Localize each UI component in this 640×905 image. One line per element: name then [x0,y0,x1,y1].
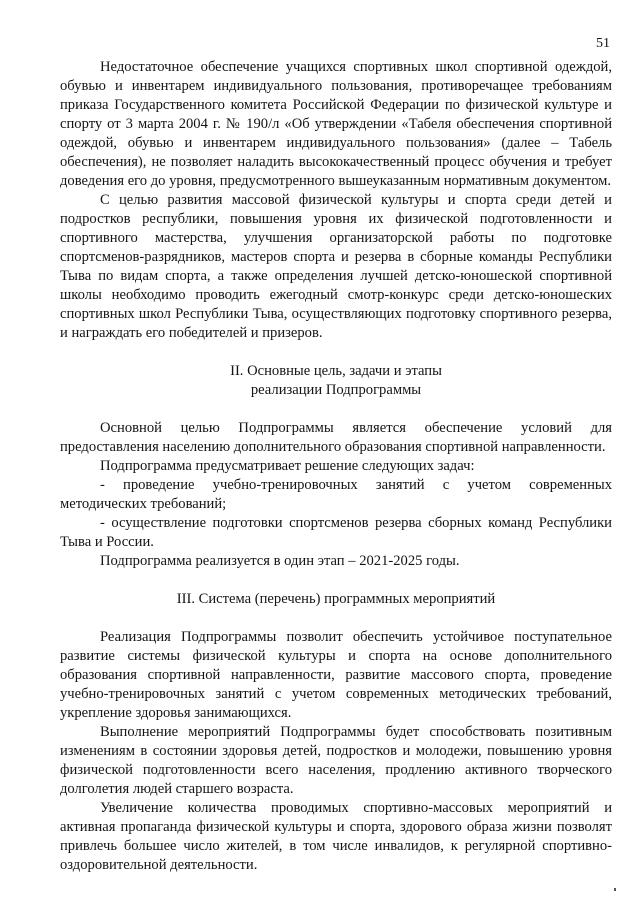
list-item: - осуществление подготовки спортсменов резерва сборных команд Республики Тыва и России. [60,515,612,550]
paragraph: Основной целью Подпрограммы является обеспечение условий для предоставления населению дополнительного образования спортивной направленности. [60,420,612,455]
document-body [60,58,612,875]
section-heading-line: III. Система (перечень) программных мероприятий [176,591,496,607]
section-measures [60,590,612,875]
paragraph: Реализация Подпрограммы позволит обеспечить устойчивое поступательное развитие системы физической культуры и спорта на основе дополнительного образования спортивной направленности, развитие массового спорта, проведение учебно-тренировочных занятий с учетом современных методических требований, укрепление здоровья занимающихся. [60,629,612,721]
paragraph: Подпрограмма предусматривает решение следующих задач: [100,458,475,474]
section-heading-line: реализации Подпрограммы [250,382,422,398]
scan-speck [614,888,616,891]
section-heading-line: II. Основные цель, задачи и этапы [230,363,442,379]
section-heading [60,362,612,400]
page-number: 51 [596,36,610,51]
section-goals [60,362,612,571]
list-item: - проведение учебно-тренировочных занятий с учетом современных методических требований; [60,477,612,512]
paragraph: С целью развития массовой физической культуры и спорта среди детей и подростков республики, повышения уровня их физической подготовленности и спортивного мастерства, улучшения организаторской работы по подготовке спортсменов-разрядников, мастеров спорта и резерва в сборные команды Республики Тыва по видам спорта, а также определения лучшей детско-юношеской спортивной школы необходимо проводить ежегодный смотр-конкурс среди детско-юношеских спортивных школ Республики Тыва, осуществляющих подготовку спортивного резерва, и награждать его победителей и призеров. [60,192,612,341]
paragraph: Подпрограмма реализуется в один этап – 2021-2025 годы. [100,553,460,569]
paragraph: Увеличение количества проводимых спортивно-массовых мероприятий и активная пропаганда физической культуры и спорта, здорового образа жизни позволят привлечь большее число жителей, в том числе инвалидов, к регулярной спортивно-оздоровительной деятельности. [60,800,612,873]
paragraph: Выполнение мероприятий Подпрограммы будет способствовать позитивным изменениям в состоянии здоровья детей, подростков и молодежи, повышению уровня физической подготовленности всего населения, продлению активного творческого долголетия людей старшего возраста. [60,724,612,797]
section-heading [60,590,612,609]
paragraph: Недостаточное обеспечение учащихся спортивных школ спортивной одеждой, обувью и инвентарем индивидуального пользования, противоречащее требованиям приказа Государственного комитета Российской Федерации по физической культуре и спорту от 3 марта 2004 г. № 190/л «Об утверждении «Табеля обеспечения спортивной одеждой, обувью и инвентарем индивидуального пользования» (далее – Табель обеспечения), не позволяет наладить высококачественный процесс обучения и требует доведения его до уровня, предусмотренного вышеуказанным нормативным документом. [60,59,612,189]
section-intro [60,58,612,343]
